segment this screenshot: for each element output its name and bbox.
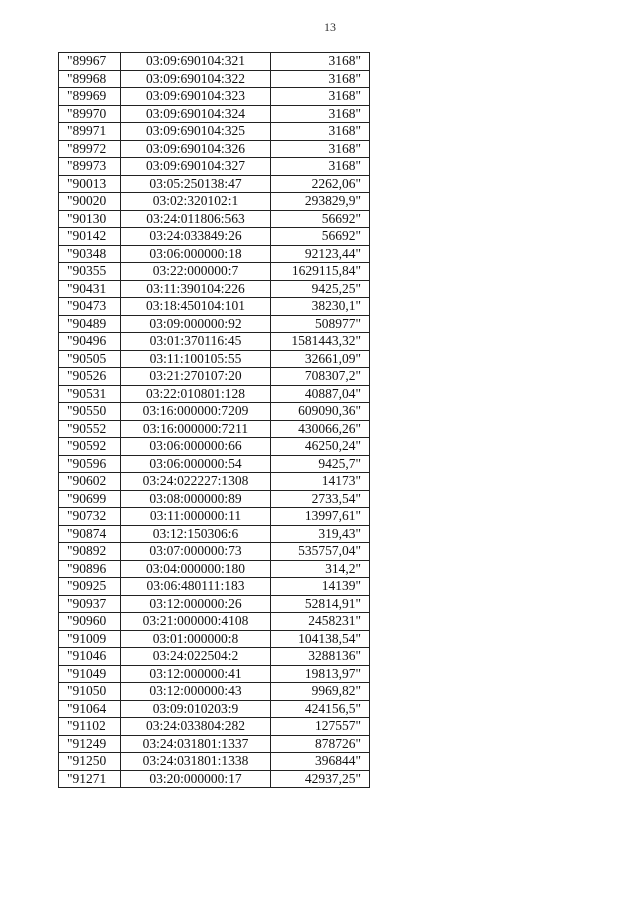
table-body [59,53,370,788]
cadastral-number: 03:16:000000:7211 [121,420,271,438]
cadastral-number: 03:09:690104:327 [121,158,271,176]
cadastral-value: 430066,26" [271,420,370,438]
table-row [59,228,370,246]
row-code: "91046 [59,648,121,666]
cadastral-value: 314,2" [271,560,370,578]
row-code: "89970 [59,105,121,123]
row-code: "89973 [59,158,121,176]
table-row [59,578,370,596]
row-code: "90531 [59,385,121,403]
cadastral-number: 03:01:000000:8 [121,630,271,648]
row-code: "90142 [59,228,121,246]
row-code: "90892 [59,543,121,561]
cadastral-value: 3168" [271,105,370,123]
cadastral-value: 878726" [271,735,370,753]
page-number: 13 [324,20,336,34]
cadastral-number: 03:24:033849:26 [121,228,271,246]
cadastral-value: 9425,25" [271,280,370,298]
cadastral-value: 9425,7" [271,455,370,473]
cadastral-value: 3168" [271,53,370,71]
row-code: "90013 [59,175,121,193]
row-code: "90732 [59,508,121,526]
cadastral-number: 03:08:000000:89 [121,490,271,508]
cadastral-value: 40887,04" [271,385,370,403]
row-code: "90355 [59,263,121,281]
table-row [59,665,370,683]
row-code: "90431 [59,280,121,298]
cadastral-value: 708307,2" [271,368,370,386]
cadastral-number: 03:01:370116:45 [121,333,271,351]
cadastral-value: 19813,97" [271,665,370,683]
row-code: "90130 [59,210,121,228]
table-row [59,333,370,351]
table-row [59,630,370,648]
table-row [59,88,370,106]
table-row [59,175,370,193]
row-code: "90592 [59,438,121,456]
cadastral-number: 03:18:450104:101 [121,298,271,316]
row-code: "90526 [59,368,121,386]
row-code: "90925 [59,578,121,596]
table-row [59,53,370,71]
cadastral-value: 293829,9" [271,193,370,211]
row-code: "90020 [59,193,121,211]
row-code: "90489 [59,315,121,333]
row-code: "90874 [59,525,121,543]
cadastral-number: 03:24:031801:1338 [121,753,271,771]
row-code: "91009 [59,630,121,648]
row-code: "90552 [59,420,121,438]
cadastral-value: 535757,04" [271,543,370,561]
table-row [59,560,370,578]
row-code: "91271 [59,770,121,788]
table-row [59,70,370,88]
table-row [59,770,370,788]
table-row [59,490,370,508]
cadastral-value: 1581443,32" [271,333,370,351]
table-row [59,508,370,526]
table-row [59,403,370,421]
cadastral-number: 03:22:000000:7 [121,263,271,281]
cadastral-value: 2262,06" [271,175,370,193]
cadastral-number: 03:06:480111:183 [121,578,271,596]
cadastral-number: 03:12:150306:6 [121,525,271,543]
table-row [59,613,370,631]
row-code: "90505 [59,350,121,368]
table-row [59,700,370,718]
cadastral-number: 03:21:270107:20 [121,368,271,386]
table-row [59,210,370,228]
row-code: "90602 [59,473,121,491]
row-code: "90348 [59,245,121,263]
table-row [59,140,370,158]
row-code: "91102 [59,718,121,736]
cadastral-number: 03:06:000000:66 [121,438,271,456]
row-code: "89971 [59,123,121,141]
table-row [59,718,370,736]
row-code: "90596 [59,455,121,473]
cadastral-value: 3168" [271,158,370,176]
cadastral-number: 03:09:690104:321 [121,53,271,71]
table-row [59,245,370,263]
cadastral-value: 9969,82" [271,683,370,701]
table-row [59,263,370,281]
cadastral-number: 03:24:031801:1337 [121,735,271,753]
cadastral-number: 03:06:000000:54 [121,455,271,473]
cadastral-number: 03:11:100105:55 [121,350,271,368]
table-row [59,455,370,473]
row-code: "91049 [59,665,121,683]
row-code: "91249 [59,735,121,753]
row-code: "89967 [59,53,121,71]
cadastral-value: 104138,54" [271,630,370,648]
table-row [59,105,370,123]
cadastral-number: 03:24:022504:2 [121,648,271,666]
row-code: "90937 [59,595,121,613]
cadastral-number: 03:24:022227:1308 [121,473,271,491]
cadastral-number: 03:07:000000:73 [121,543,271,561]
cadastral-number: 03:12:000000:43 [121,683,271,701]
cadastral-number: 03:09:690104:325 [121,123,271,141]
table-row [59,280,370,298]
cadastral-number: 03:24:033804:282 [121,718,271,736]
row-code: "89968 [59,70,121,88]
table-row [59,298,370,316]
table-row [59,683,370,701]
cadastral-number: 03:09:690104:324 [121,105,271,123]
table-row [59,648,370,666]
cadastral-value: 92123,44" [271,245,370,263]
cadastral-value: 319,43" [271,525,370,543]
cadastral-number: 03:09:000000:92 [121,315,271,333]
row-code: "91064 [59,700,121,718]
table-row [59,368,370,386]
cadastral-value: 32661,09" [271,350,370,368]
row-code: "91250 [59,753,121,771]
table-row [59,543,370,561]
table-row [59,193,370,211]
cadastral-value: 2733,54" [271,490,370,508]
row-code: "90550 [59,403,121,421]
cadastral-number: 03:09:010203:9 [121,700,271,718]
cadastral-number: 03:12:000000:41 [121,665,271,683]
table-row [59,473,370,491]
table-row [59,385,370,403]
table-row [59,420,370,438]
cadastral-value: 13997,61" [271,508,370,526]
cadastral-value-table [58,52,370,788]
cadastral-number: 03:09:690104:322 [121,70,271,88]
cadastral-value: 42937,25" [271,770,370,788]
cadastral-number: 03:12:000000:26 [121,595,271,613]
cadastral-number: 03:21:000000:4108 [121,613,271,631]
table-row [59,595,370,613]
cadastral-value: 3288136" [271,648,370,666]
cadastral-value: 3168" [271,88,370,106]
row-code: "90960 [59,613,121,631]
table-row [59,525,370,543]
cadastral-value: 14173" [271,473,370,491]
cadastral-value: 396844" [271,753,370,771]
cadastral-value: 52814,91" [271,595,370,613]
cadastral-value: 1629115,84" [271,263,370,281]
cadastral-number: 03:05:250138:47 [121,175,271,193]
table-row [59,438,370,456]
table-row [59,158,370,176]
row-code: "90473 [59,298,121,316]
cadastral-number: 03:04:000000:180 [121,560,271,578]
row-code: "91050 [59,683,121,701]
cadastral-value: 3168" [271,123,370,141]
cadastral-value: 56692" [271,210,370,228]
table-row [59,753,370,771]
cadastral-number: 03:11:000000:11 [121,508,271,526]
table-row [59,315,370,333]
cadastral-number: 03:11:390104:226 [121,280,271,298]
cadastral-number: 03:20:000000:17 [121,770,271,788]
row-code: "89972 [59,140,121,158]
cadastral-value: 127557" [271,718,370,736]
cadastral-number: 03:02:320102:1 [121,193,271,211]
row-code: "90699 [59,490,121,508]
cadastral-number: 03:06:000000:18 [121,245,271,263]
table-row [59,123,370,141]
cadastral-number: 03:22:010801:128 [121,385,271,403]
cadastral-value: 3168" [271,140,370,158]
table-row [59,735,370,753]
cadastral-number: 03:09:690104:323 [121,88,271,106]
cadastral-number: 03:16:000000:7209 [121,403,271,421]
table-row [59,350,370,368]
cadastral-value: 56692" [271,228,370,246]
cadastral-number: 03:09:690104:326 [121,140,271,158]
cadastral-value: 424156,5" [271,700,370,718]
cadastral-value: 46250,24" [271,438,370,456]
cadastral-value: 508977" [271,315,370,333]
cadastral-value: 38230,1" [271,298,370,316]
cadastral-value: 14139" [271,578,370,596]
row-code: "89969 [59,88,121,106]
row-code: "90496 [59,333,121,351]
cadastral-number: 03:24:011806:563 [121,210,271,228]
cadastral-value: 2458231" [271,613,370,631]
cadastral-value: 3168" [271,70,370,88]
row-code: "90896 [59,560,121,578]
cadastral-value: 609090,36" [271,403,370,421]
